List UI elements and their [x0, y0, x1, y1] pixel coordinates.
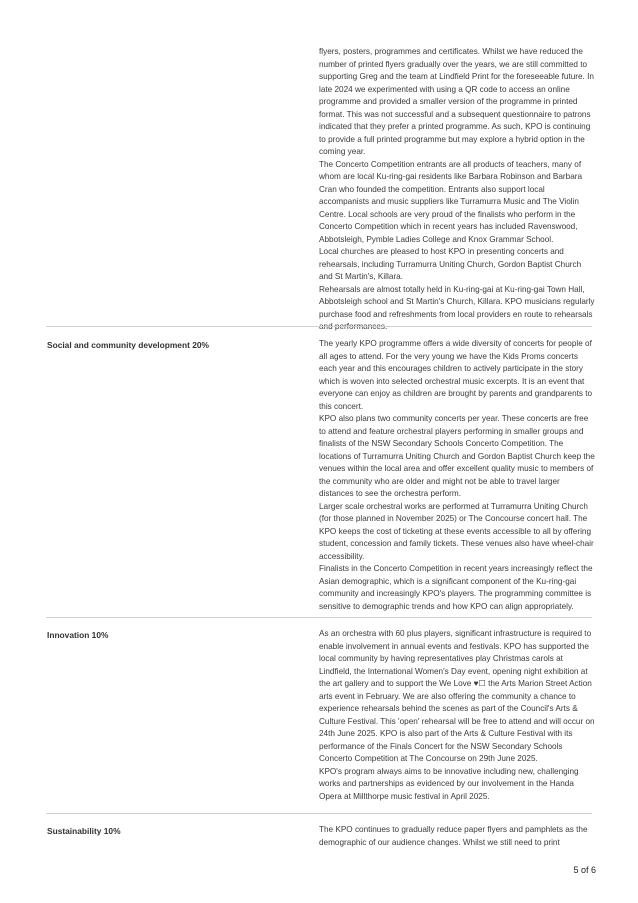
continued-section-body: [319, 46, 595, 334]
section-label: Innovation 10%: [47, 630, 109, 640]
section-divider: [46, 617, 592, 618]
paragraph: Larger scale orchestral works are performed at Turramurra Uniting Church (for those planned in November 2025) or The Concourse concert hall. The KPO keeps the cost of ticketing at these events accessible to all by offering student, concession and family tickets. These venues also have wheel-chair accessibility.: [319, 501, 594, 561]
paragraph: KPO also plans two community concerts per year. These concerts are free to attend and feature orchestral players performing in smaller groups and finalists of the NSW Secondary Schools Concerto Competition. The locations of Turramurra Uniting Church and Gordon Baptist Church keep the venues within the local area and offer excellent quality music to members of the community who are older and might not be able to travel larger distances to see the orchestra perform.: [319, 414, 595, 498]
section-body: [319, 824, 595, 849]
page-number: 5 of 6: [573, 865, 596, 875]
paragraph: flyers, posters, programmes and certificates. Whilst we have reduced the number of printed flyers gradually over the years, we are still committed to supporting Greg and the team at Lindfield Print for the foreseeable future. In late 2024 we experimented with using a QR code to access an online programme and provided a smaller version of the programme in printed format. This was not successful and a subsequent questionnaire to patrons indicated that they prefer a printed programme. As such, KPO is continuing to provide a full printed programme but may explore a hybrid option in the coming year.: [319, 47, 594, 156]
paragraph: The Concerto Competition entrants are all products of teachers, many of whom are local Ku-ring-gai residents like Barbara Robinson and Barbara Cran who founded the competition. Entrants also support local accompanists and music suppliers like Turramurra Music and The Violin Centre. Local schools are very proud of the finalists who perform in the Concerto Competition which in recent years has included Ravenswood, Abbotsleigh, Pymble Ladies College and Knox Grammar School.: [319, 159, 583, 244]
section-body: [319, 338, 595, 613]
section-label: Sustainability 10%: [47, 826, 121, 836]
paragraph: As an orchestra with 60 plus players, significant infrastructure is required to enable involvement in annual events and festivals. KPO has supported the local community by having representatives play Christmas carols at Lindfield, the International Women's Day event, opening night exhibition at the art gallery and to support the We Love ♥☐ the Arts Marion Street Action arts event in February. We are also offering the community a chance to experience rehearsals behind the scenes as part of the Council's Arts & Culture Festival. This 'open' rehearsal will be free to attend and will occur on 24th June 2025. KPO is also part of the Arts & Culture Festival with its performance of the Finals Concert for the NSW Secondary Schools Concerto Competition at The Concourse on 29th June 2025.: [319, 629, 595, 763]
paragraph: Local churches are pleased to host KPO in presenting concerts and rehearsals, including Turramurra Uniting Church, Gordon Baptist Church and St Martin's, Killara.: [319, 247, 582, 281]
paragraph: The KPO continues to gradually reduce paper flyers and pamphlets as the demographic of our audience changes. Whilst we still need to print: [319, 825, 588, 847]
section-divider: [46, 813, 592, 814]
section-label: Social and community development 20%: [47, 340, 209, 350]
section-divider: [46, 326, 592, 327]
section-body: [319, 628, 595, 803]
paragraph: Rehearsals are almost totally held in Ku-ring-gai at Ku-ring-gai Town Hall, Abbotsleigh school and St Martin's Church, Killara. KPO musicians regularly purchase food and refreshments from local providers en route to rehearsals and performances.: [319, 284, 595, 331]
paragraph: The yearly KPO programme offers a wide diversity of concerts for people of all ages to attend. For the very young we have the Kids Proms concerts each year and this encourages children to actively participate in the story which is woven into selected orchestral music excerpts. It is an event that everyone can enjoy as children are brought by parents and grandparents to this concert.: [319, 339, 593, 411]
paragraph: Finalists in the Concerto Competition in recent years increasingly reflect the Asian demographic, which is a significant component of the Ku-ring-gai community and increasingly KPO's players. The programming committee is sensitive to demographic trends and how KPO can align appropriately.: [319, 564, 593, 611]
paragraph: KPO's program always aims to be innovative including new, challenging works and partnerships as evidenced by our involvement in the Handa Opera at Millthorpe music festival in April 2025.: [319, 766, 579, 801]
